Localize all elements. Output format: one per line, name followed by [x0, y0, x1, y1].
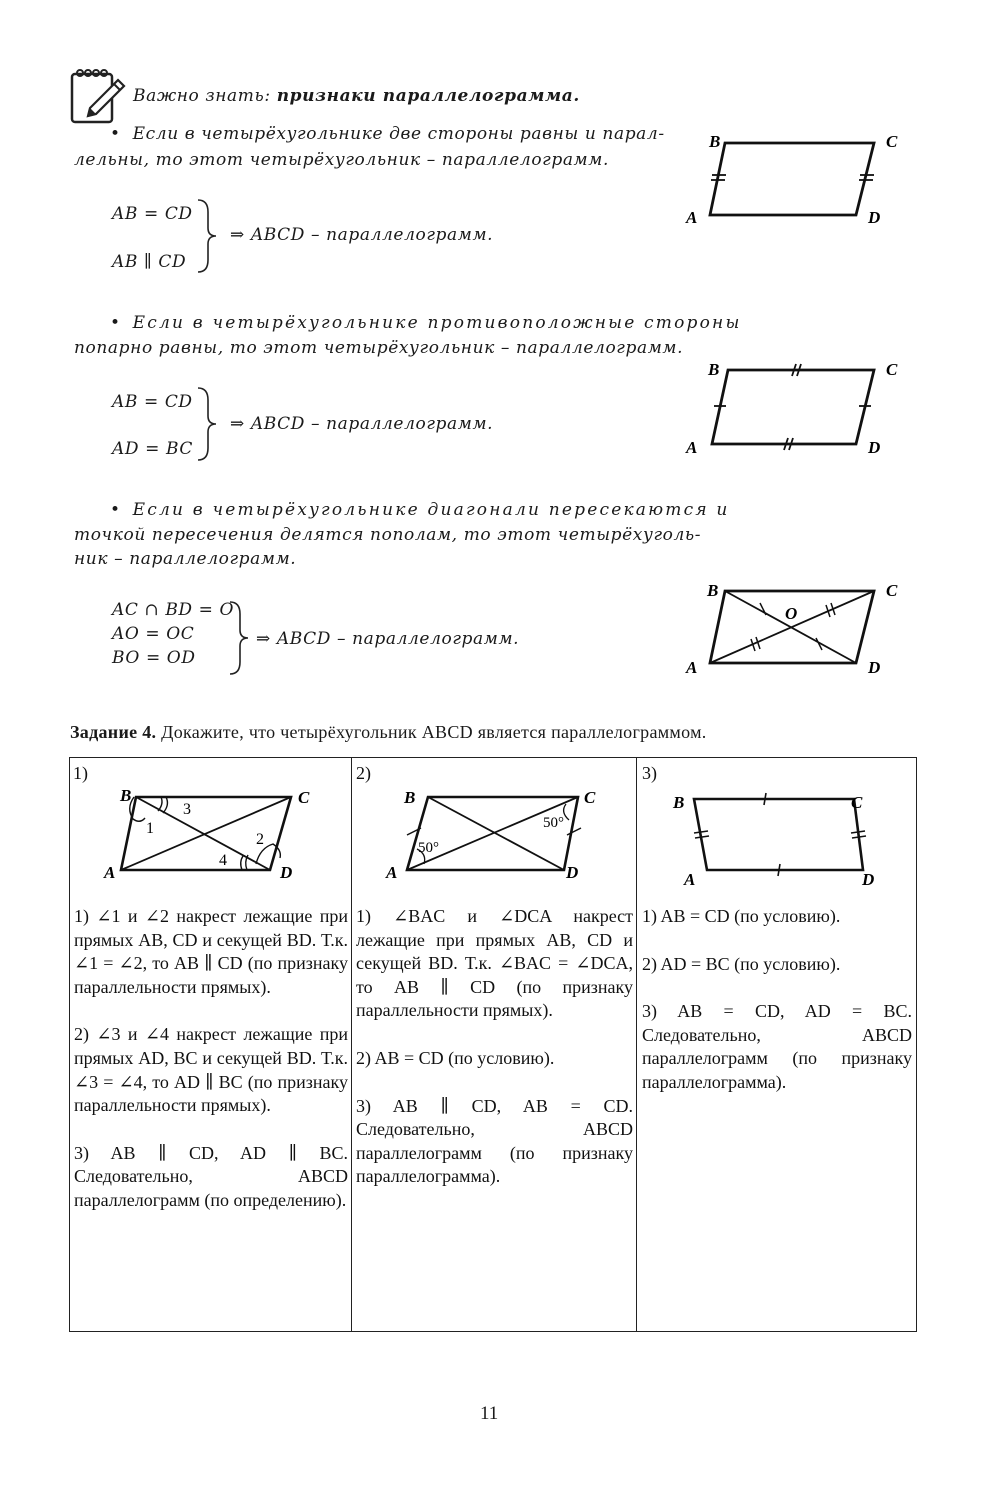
- column-3-paragraph: 1) AB = CD (по условию).: [642, 906, 841, 926]
- fig3-label-b: B: [707, 581, 719, 600]
- t1-angle-3: 3: [183, 801, 191, 818]
- criterion-2-figure: [680, 355, 910, 455]
- fig3-label-a: A: [686, 658, 698, 677]
- t2-angle-a: 50°: [418, 840, 439, 856]
- criterion-3-line-2: точкой пересечения делятся пополам, то этот четырёхуголь-: [74, 525, 702, 545]
- t3-label-d: D: [862, 870, 875, 887]
- column-2-paragraph: 2) AB = CD (по условию).: [356, 1047, 555, 1068]
- criterion-2-line-2: попарно равны, то этот четырёхугольник – параллелограмм.: [74, 338, 684, 358]
- criterion-1-condition-1: AB = CD: [112, 204, 193, 224]
- fig2-label-d: D: [868, 438, 881, 455]
- column-3-number: 3): [642, 763, 657, 783]
- t2-label-d: D: [566, 863, 579, 882]
- criterion-3-implication: ⇒ ABCD – параллелограмм.: [256, 629, 520, 649]
- t3-label-a: A: [684, 870, 696, 887]
- t2-label-b: B: [404, 788, 416, 807]
- fig1-label-a: A: [686, 208, 698, 227]
- t3-label-c: C: [851, 793, 863, 812]
- page-number: 11: [480, 1403, 499, 1424]
- fig2-label-a: A: [686, 438, 698, 455]
- criterion-1-brace: [196, 198, 220, 274]
- header-line: [133, 86, 580, 106]
- column-3-paragraph: 3) AB = CD, AD = BC. Следовательно, ABCD параллелограмм (по признаку параллелограмма).: [642, 1001, 912, 1092]
- t1-label-a: A: [104, 863, 116, 882]
- fig3-label-o: O: [785, 604, 798, 623]
- column-2-paragraph: 1) ∠BAC и ∠DCA накрест лежащие при прямых AB, CD и секущей BD. Т.к. ∠BAC = ∠DCA, то AB ∥ CD (по признаку параллельности прямых).: [356, 906, 633, 1021]
- column-1-text: [74, 905, 348, 1237]
- criterion-2-brace: [196, 386, 220, 462]
- column-1-figure: [96, 782, 336, 887]
- t1-label-c: C: [298, 788, 310, 807]
- criterion-1-line-1: • Если в четырёхугольнике две стороны равны и парал-: [110, 124, 665, 144]
- column-3-figure: [664, 782, 904, 887]
- criterion-2-implication: ⇒ ABCD – параллелограмм.: [230, 414, 494, 434]
- task-text: Докажите, что четырёхугольник ABCD является параллелограммом.: [161, 722, 707, 742]
- fig2-label-c: C: [886, 360, 898, 379]
- criterion-2-condition-1: AB = CD: [112, 392, 193, 412]
- column-2-paragraph: 3) AB ∥ CD, AB = CD. Следовательно, ABCD параллелограмм (по признаку параллелограмма).: [356, 1095, 633, 1187]
- fig2-label-b: B: [708, 360, 720, 379]
- column-2-text: [356, 905, 633, 1213]
- table-divider-2: [636, 757, 637, 1332]
- criterion-3-condition-3: BO = OD: [112, 648, 196, 668]
- column-2-number: 2): [356, 763, 371, 783]
- t1-angle-1: 1: [146, 820, 154, 837]
- criterion-1-figure: [680, 128, 910, 228]
- t1-angle-4: 4: [219, 852, 227, 869]
- fig1-label-d: D: [868, 208, 881, 227]
- column-3-text: [642, 905, 912, 1119]
- column-1-paragraph: 2) ∠3 и ∠4 накрест лежащие при прямых AD, BC и секущей BD. Т.к. ∠3 = ∠4, то AD ∥ BC (по признаку параллельности прямых).: [74, 1024, 348, 1116]
- fig3-label-d: D: [868, 658, 881, 677]
- column-1-paragraph: 1) ∠1 и ∠2 накрест лежащие при прямых AB, CD и секущей BD. Т.к. ∠1 = ∠2, то AB ∥ CD (по признаку параллельности прямых).: [74, 906, 348, 997]
- column-1-number: 1): [73, 763, 88, 783]
- notepad-pencil-icon: [68, 66, 130, 128]
- criterion-3-figure: [680, 575, 910, 680]
- criterion-1-implication: ⇒ ABCD – параллелограмм.: [230, 225, 494, 245]
- criterion-1-condition-2: AB ∥ CD: [112, 252, 187, 272]
- t3-label-b: B: [673, 793, 685, 812]
- task-statement: [70, 722, 707, 743]
- column-3-paragraph: 2) AD = BC (по условию).: [642, 953, 841, 974]
- criterion-3-condition-2: AO = OC: [112, 624, 195, 644]
- criterion-3-brace: [228, 600, 252, 676]
- column-1-paragraph: 3) AB ∥ CD, AD ∥ BC. Следовательно, ABCD параллелограмм (по определению).: [74, 1142, 348, 1210]
- fig1-label-b: B: [709, 132, 721, 151]
- criterion-1-line-2: лельны, то этот четырёхугольник – параллелограмм.: [74, 150, 609, 170]
- criterion-3-line-3: ник – параллелограмм.: [74, 549, 297, 569]
- t2-label-c: C: [584, 788, 596, 807]
- fig1-label-c: C: [886, 132, 898, 151]
- criterion-2-condition-2: AD = BC: [112, 439, 193, 459]
- criterion-3-line-1: • Если в четырёхугольнике диагонали пересекаются и: [110, 500, 730, 520]
- t1-angle-2: 2: [256, 831, 264, 848]
- t1-label-b: B: [120, 786, 132, 805]
- t1-label-d: D: [280, 863, 293, 882]
- t2-angle-c: 50°: [543, 815, 564, 831]
- header-lead: Важно знать:: [133, 86, 271, 106]
- task-label: Задание 4.: [70, 722, 157, 742]
- t2-label-a: A: [386, 863, 398, 882]
- table-divider-1: [351, 757, 352, 1332]
- criterion-3-condition-1: AC ∩ BD = O: [112, 600, 235, 620]
- header-topic: признаки параллелограмма.: [276, 86, 580, 106]
- fig3-label-c: C: [886, 581, 898, 600]
- criterion-2-line-1: • Если в четырёхугольнике противоположные стороны: [110, 313, 742, 333]
- column-2-figure: [380, 782, 620, 887]
